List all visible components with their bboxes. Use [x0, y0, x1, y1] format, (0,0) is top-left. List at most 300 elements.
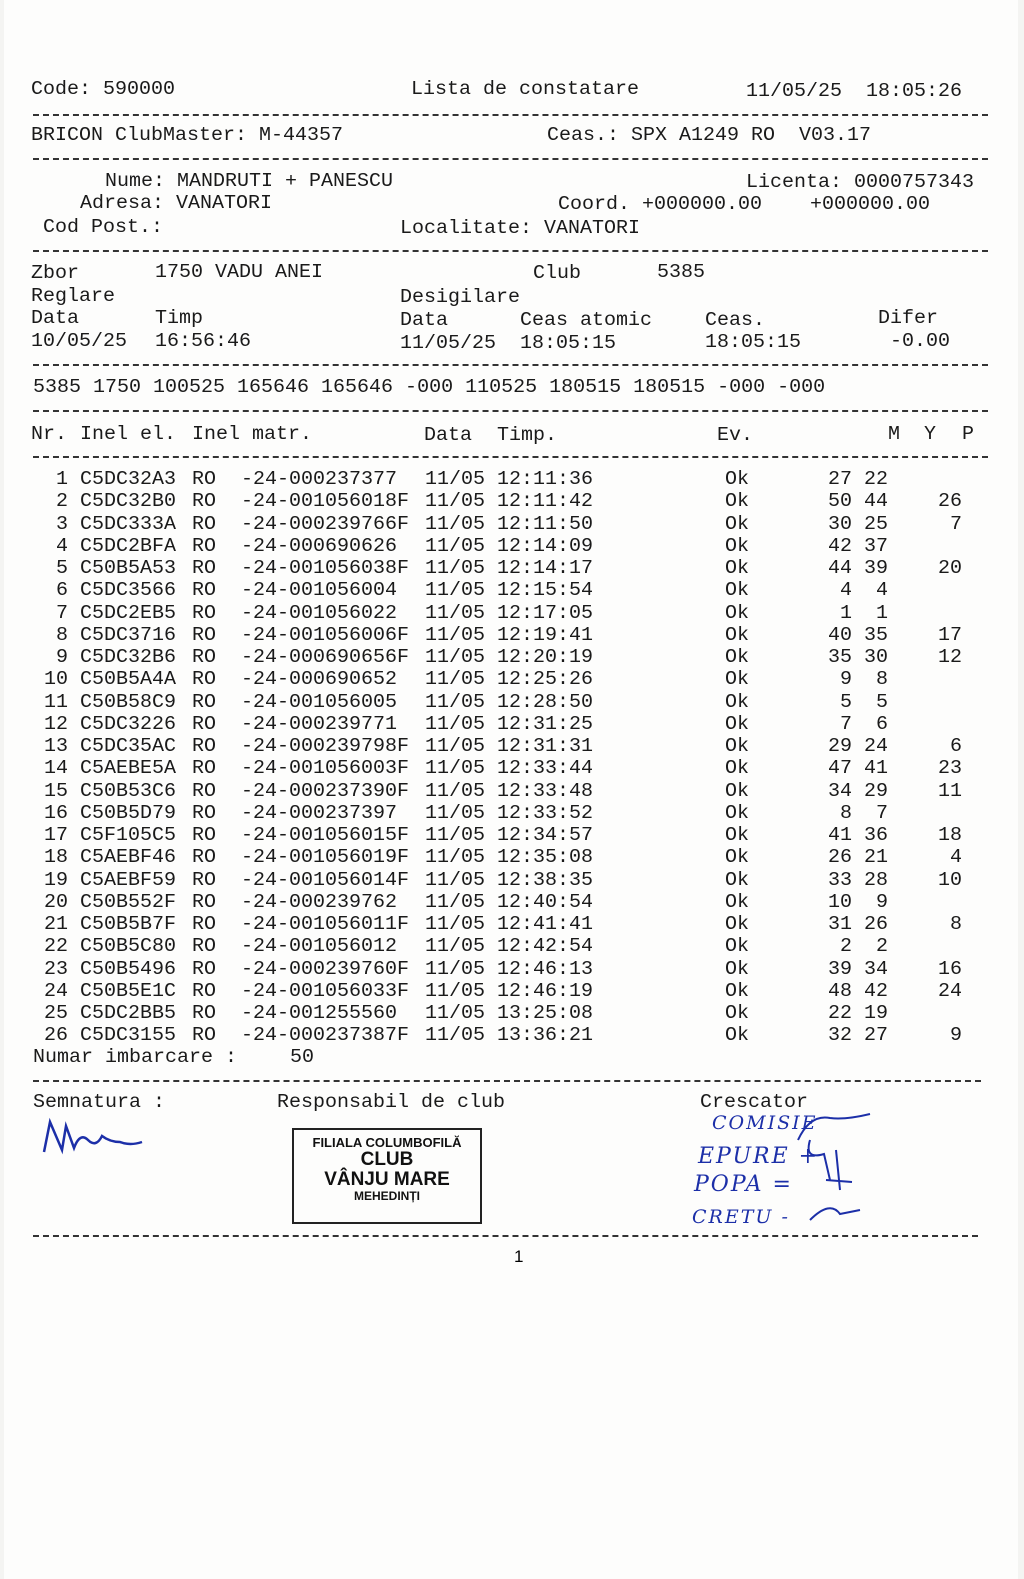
arrival-date: 11/05 [425, 780, 486, 802]
y-value: 25 [863, 513, 888, 535]
row-number: 11 [43, 691, 68, 713]
divider [33, 410, 988, 412]
country: RO [192, 846, 217, 869]
row-number: 23 [43, 958, 68, 980]
arrival-date: 11/05 [425, 535, 486, 558]
row-number: 12 [43, 713, 68, 736]
row-number: 14 [43, 757, 68, 780]
breeder-label: Crescator [700, 1091, 809, 1114]
arrival-time: 12:11:50 [497, 513, 594, 535]
m-value: 1 [839, 602, 852, 624]
arrival-date: 11/05 [425, 624, 486, 647]
p-value: 17 [937, 624, 962, 647]
y-value: 29 [863, 780, 888, 802]
ring-number: -24-001056005 [241, 691, 398, 713]
p-value: 8 [949, 913, 962, 936]
clock-label: Ceas. [705, 309, 766, 332]
ring-number: -24-001056019F [241, 846, 410, 869]
event-status: Ok [725, 535, 750, 558]
m-value: 30 [827, 513, 852, 535]
address: Adresa: VANATORI [80, 192, 273, 215]
col-ev: Ev. [717, 424, 754, 447]
row-number: 6 [55, 579, 68, 602]
divider [33, 1235, 978, 1237]
club-responsible-label: Responsabil de club [277, 1091, 506, 1114]
row-number: 25 [43, 1002, 68, 1025]
arrival-time: 12:42:54 [497, 935, 594, 958]
ring-number: -24-001056004 [241, 579, 398, 602]
col-data: Data [424, 424, 473, 447]
p-value: 11 [937, 780, 962, 802]
country: RO [192, 579, 217, 602]
electronic-ring: C50B552F [80, 891, 177, 914]
m-value: 26 [827, 846, 852, 869]
divider [33, 158, 988, 160]
m-value: 8 [839, 802, 852, 825]
arrival-date: 11/05 [425, 1024, 486, 1047]
y-value: 22 [863, 468, 888, 491]
m-value: 10 [827, 891, 852, 914]
m-value: 31 [827, 913, 852, 936]
arrival-time: 12:31:25 [497, 713, 594, 736]
m-value: 35 [827, 646, 852, 669]
event-status: Ok [725, 602, 750, 624]
electronic-ring: C50B58C9 [80, 691, 177, 713]
y-value: 26 [863, 913, 888, 936]
country: RO [192, 1002, 217, 1025]
row-number: 9 [55, 646, 68, 669]
country: RO [192, 691, 217, 713]
arrival-date: 11/05 [425, 602, 486, 624]
basketing-count-label: Numar imbarcare : [33, 1046, 238, 1069]
event-status: Ok [725, 713, 750, 736]
m-value: 29 [827, 735, 852, 758]
y-value: 1 [875, 602, 888, 624]
m-value: 2 [839, 935, 852, 958]
row-number: 19 [43, 869, 68, 891]
y-value: 2 [875, 935, 888, 958]
event-status: Ok [725, 646, 750, 669]
electronic-ring: C5AEBE5A [80, 757, 177, 780]
arrival-date: 11/05 [425, 735, 486, 758]
event-status: Ok [725, 980, 750, 1003]
m-value: 7 [839, 713, 852, 736]
row-number: 7 [55, 602, 68, 624]
desigilare-label: Desigilare [400, 286, 521, 309]
y-value: 30 [863, 646, 888, 669]
country: RO [192, 713, 217, 736]
arrival-time: 12:25:26 [497, 668, 594, 691]
electronic-ring: C5DC2BB5 [80, 1002, 177, 1025]
electronic-ring: C5AEBF46 [80, 846, 177, 869]
event-status: Ok [725, 824, 750, 847]
row-number: 2 [55, 490, 68, 513]
event-status: Ok [725, 780, 750, 802]
electronic-ring: C50B5A4A [80, 668, 177, 691]
electronic-ring: C50B5496 [80, 958, 177, 980]
row-number: 15 [43, 780, 68, 802]
country: RO [192, 958, 217, 980]
m-value: 41 [827, 824, 852, 847]
electronic-ring: C5DC32B0 [80, 490, 177, 513]
event-status: Ok [725, 802, 750, 825]
handwritten-note: CRETU - [692, 1206, 790, 1228]
p-value: 12 [937, 646, 962, 669]
ring-number: -24-001056014F [241, 869, 410, 891]
divider [33, 250, 988, 252]
data-label: Data [31, 307, 80, 330]
event-status: Ok [725, 624, 750, 647]
arrival-date: 11/05 [425, 691, 486, 713]
electronic-ring: C5DC3155 [80, 1024, 177, 1047]
page-number: 1 [514, 1247, 524, 1266]
electronic-ring: C5DC3566 [80, 579, 177, 602]
electronic-ring: C5DC3226 [80, 713, 177, 736]
event-status: Ok [725, 757, 750, 780]
arrival-date: 11/05 [425, 935, 486, 958]
row-number: 16 [43, 802, 68, 825]
electronic-ring: C5DC3716 [80, 624, 177, 647]
ring-number: -24-000690652 [241, 668, 398, 691]
y-value: 4 [875, 579, 888, 602]
divider [33, 456, 988, 458]
committee-signatures-icon [790, 1110, 880, 1230]
p-value: 9 [949, 1024, 962, 1047]
p-value: 20 [937, 557, 962, 580]
row-number: 24 [43, 980, 68, 1003]
electronic-ring: C5DC35AC [80, 735, 177, 758]
arrival-date: 11/05 [425, 1002, 486, 1025]
y-value: 34 [863, 958, 888, 980]
arrival-date: 11/05 [425, 490, 486, 513]
handwritten-note: POPA = [694, 1172, 793, 1197]
postal-code: Cod Post.: [43, 216, 164, 239]
arrival-date: 11/05 [425, 869, 486, 891]
arrival-date: 11/05 [425, 579, 486, 602]
m-value: 9 [839, 668, 852, 691]
signature-label: Semnatura : [33, 1091, 166, 1114]
print-datetime: 11/05/25 18:05:26 [746, 80, 963, 103]
arrival-date: 11/05 [425, 557, 486, 580]
owner-name: Nume: MANDRUTI + PANESCU [105, 170, 394, 193]
country: RO [192, 557, 217, 580]
electronic-ring: C50B5B7F [80, 913, 177, 936]
club-value: 5385 [657, 261, 706, 284]
arrival-date: 11/05 [425, 713, 486, 736]
event-status: Ok [725, 846, 750, 869]
country: RO [192, 980, 217, 1003]
arrival-date: 11/05 [425, 513, 486, 535]
country: RO [192, 935, 217, 958]
arrival-time: 12:19:41 [497, 624, 594, 647]
arrival-time: 12:40:54 [497, 891, 594, 914]
atomic-clock-label: Ceas atomic [520, 309, 653, 332]
arrival-time: 12:33:52 [497, 802, 594, 825]
electronic-ring: C50B5C80 [80, 935, 177, 958]
difference-value: -0.00 [890, 330, 951, 353]
col-m: M [888, 423, 901, 446]
divider [33, 114, 988, 116]
event-status: Ok [725, 668, 750, 691]
arrival-time: 12:11:36 [497, 468, 594, 491]
arrival-date: 11/05 [425, 891, 486, 914]
col-inel-matr: Inel matr. [192, 423, 313, 446]
flight-label: Zbor [31, 262, 80, 285]
arrival-time: 12:17:05 [497, 602, 594, 624]
signature-icon [40, 1112, 150, 1162]
ring-number: -24-000237387F [241, 1024, 410, 1047]
row-number: 20 [43, 891, 68, 914]
reglare-time: 16:56:46 [155, 330, 252, 353]
ring-number: -24-000237377 [241, 468, 398, 491]
p-value: 16 [937, 958, 962, 980]
electronic-ring: C5AEBF59 [80, 869, 177, 891]
ring-number: -24-000239762 [241, 891, 398, 914]
m-value: 47 [827, 757, 852, 780]
p-value: 4 [949, 846, 962, 869]
country: RO [192, 646, 217, 669]
event-status: Ok [725, 913, 750, 936]
m-value: 33 [827, 869, 852, 891]
p-value: 18 [937, 824, 962, 847]
difference-label: Difer [878, 307, 939, 330]
ring-number: -24-001056022 [241, 602, 398, 624]
y-value: 24 [863, 735, 888, 758]
col-nr: Nr. [31, 423, 68, 446]
y-value: 41 [863, 757, 888, 780]
p-value: 24 [937, 980, 962, 1003]
m-value: 44 [827, 557, 852, 580]
m-value: 48 [827, 980, 852, 1003]
ring-number: -24-000239760F [241, 958, 410, 980]
arrival-time: 12:15:54 [497, 579, 594, 602]
divider [33, 1080, 981, 1082]
coordinates: Coord. +000000.00 +000000.00 [558, 193, 931, 216]
arrival-time: 12:14:09 [497, 535, 594, 558]
arrival-date: 11/05 [425, 802, 486, 825]
m-value: 50 [827, 490, 852, 513]
desigilare-date: 11/05/25 [400, 332, 497, 355]
electronic-ring: C5F105C5 [80, 824, 177, 847]
arrival-date: 11/05 [425, 913, 486, 936]
country: RO [192, 468, 217, 491]
y-value: 8 [875, 668, 888, 691]
m-value: 4 [839, 579, 852, 602]
row-number: 22 [43, 935, 68, 958]
electronic-ring: C50B5E1C [80, 980, 177, 1003]
m-value: 27 [827, 468, 852, 491]
country: RO [192, 757, 217, 780]
p-value: 10 [937, 869, 962, 891]
col-timp: Timp. [497, 424, 558, 447]
event-status: Ok [725, 935, 750, 958]
y-value: 9 [875, 891, 888, 914]
m-value: 42 [827, 535, 852, 558]
arrival-time: 12:35:08 [497, 846, 594, 869]
event-status: Ok [725, 1024, 750, 1047]
ring-number: -24-000239771 [241, 713, 398, 736]
p-value: 26 [937, 490, 962, 513]
arrival-time: 12:20:19 [497, 646, 594, 669]
clock-time: 18:05:15 [705, 331, 802, 354]
m-value: 39 [827, 958, 852, 980]
electronic-ring: C5DC333A [80, 513, 177, 535]
reglare-label: Reglare [31, 285, 116, 308]
country: RO [192, 1024, 217, 1047]
ring-number: -24-001056003F [241, 757, 410, 780]
stamp-line: VÂNJU MARE [324, 1168, 450, 1190]
row-number: 21 [43, 913, 68, 936]
m-value: 34 [827, 780, 852, 802]
y-value: 21 [863, 846, 888, 869]
y-value: 44 [863, 490, 888, 513]
arrival-time: 12:41:41 [497, 913, 594, 936]
row-number: 13 [43, 735, 68, 758]
m-value: 32 [827, 1024, 852, 1047]
p-value: 6 [949, 735, 962, 758]
event-status: Ok [725, 557, 750, 580]
country: RO [192, 735, 217, 758]
electronic-ring: C50B5A53 [80, 557, 177, 580]
country: RO [192, 780, 217, 802]
event-status: Ok [725, 1002, 750, 1025]
club-label: Club [533, 262, 582, 285]
arrival-time: 12:33:44 [497, 757, 594, 780]
data-label-2: Data [400, 309, 449, 332]
row-number: 5 [55, 557, 68, 580]
electronic-ring: C5DC32A3 [80, 468, 177, 491]
ring-number: -24-001056011F [241, 913, 410, 936]
y-value: 5 [875, 691, 888, 713]
stamp-line: MEHEDINȚI [354, 1188, 420, 1203]
ring-number: -24-001056012 [241, 935, 398, 958]
document-title: Lista de constatare [411, 78, 640, 101]
electronic-ring: C5DC2EB5 [80, 602, 177, 624]
arrival-date: 11/05 [425, 757, 486, 780]
row-number: 4 [55, 535, 68, 558]
arrival-time: 12:14:17 [497, 557, 594, 580]
basketing-count-value: 50 [290, 1046, 315, 1069]
y-value: 19 [863, 1002, 888, 1025]
ring-number: -24-000237390F [241, 780, 410, 802]
divider [33, 364, 988, 366]
row-number: 10 [43, 668, 68, 691]
p-value: 7 [949, 513, 962, 535]
event-status: Ok [725, 958, 750, 980]
ring-number: -24-000239798F [241, 735, 410, 758]
event-status: Ok [725, 579, 750, 602]
arrival-date: 11/05 [425, 846, 486, 869]
y-value: 37 [863, 535, 888, 558]
country: RO [192, 824, 217, 847]
country: RO [192, 913, 217, 936]
y-value: 28 [863, 869, 888, 891]
electronic-ring: C50B5D79 [80, 802, 177, 825]
ring-number: -24-001255560 [241, 1002, 398, 1025]
ring-number: -24-001056006F [241, 624, 410, 647]
stamp-line: CLUB [360, 1148, 414, 1170]
ring-number: -24-001056015F [241, 824, 410, 847]
row-number: 18 [43, 846, 68, 869]
col-y: Y [924, 423, 937, 446]
row-number: 1 [55, 468, 68, 491]
ring-number: -24-000239766F [241, 513, 410, 535]
y-value: 36 [863, 824, 888, 847]
m-value: 5 [839, 691, 852, 713]
ring-number: -24-000237397 [241, 802, 398, 825]
row-number: 3 [55, 513, 68, 535]
y-value: 39 [863, 557, 888, 580]
ring-number: -24-000690656F [241, 646, 410, 669]
arrival-time: 12:11:42 [497, 490, 594, 513]
country: RO [192, 490, 217, 513]
arrival-date: 11/05 [425, 824, 486, 847]
arrival-time: 12:33:48 [497, 780, 594, 802]
country: RO [192, 891, 217, 914]
event-status: Ok [725, 490, 750, 513]
arrival-time: 12:28:50 [497, 691, 594, 713]
col-p: P [962, 423, 975, 446]
electronic-ring: C5DC2BFA [80, 535, 177, 558]
m-value: 22 [827, 1002, 852, 1025]
clock-info: Ceas.: SPX A1249 RO V03.17 [547, 124, 872, 147]
arrival-date: 11/05 [425, 646, 486, 669]
arrival-time: 12:34:57 [497, 824, 594, 847]
row-number: 26 [43, 1024, 68, 1047]
event-status: Ok [725, 468, 750, 491]
country: RO [192, 602, 217, 624]
row-number: 17 [43, 824, 68, 847]
y-value: 27 [863, 1024, 888, 1047]
p-value: 23 [937, 757, 962, 780]
event-status: Ok [725, 735, 750, 758]
arrival-date: 11/05 [425, 980, 486, 1003]
country: RO [192, 869, 217, 891]
timp-label: Timp [155, 307, 204, 330]
arrival-time: 13:25:08 [497, 1002, 594, 1025]
country: RO [192, 513, 217, 535]
country: RO [192, 802, 217, 825]
handwritten-note: EPURE + [698, 1144, 820, 1169]
electronic-ring: C5DC32B6 [80, 646, 177, 669]
arrival-date: 11/05 [425, 958, 486, 980]
arrival-date: 11/05 [425, 668, 486, 691]
y-value: 42 [863, 980, 888, 1003]
country: RO [192, 535, 217, 558]
arrival-time: 12:46:13 [497, 958, 594, 980]
arrival-time: 13:36:21 [497, 1024, 594, 1047]
y-value: 35 [863, 624, 888, 647]
ring-number: -24-000690626 [241, 535, 398, 558]
arrival-time: 12:31:31 [497, 735, 594, 758]
y-value: 7 [875, 802, 888, 825]
clubmaster: BRICON ClubMaster: M-44357 [31, 124, 344, 147]
country: RO [192, 624, 217, 647]
row-number: 8 [55, 624, 68, 647]
reglare-date: 10/05/25 [31, 330, 128, 353]
locality: Localitate: VANATORI [400, 217, 641, 240]
club-stamp [292, 1128, 482, 1224]
licence: Licenta: 0000757343 [746, 171, 975, 194]
event-status: Ok [725, 869, 750, 891]
event-status: Ok [725, 691, 750, 713]
ring-number: -24-001056018F [241, 490, 410, 513]
arrival-time: 12:46:19 [497, 980, 594, 1003]
country: RO [192, 668, 217, 691]
code: Code: 590000 [31, 78, 176, 101]
ring-number: -24-001056033F [241, 980, 410, 1003]
stamp-line: FILIALA COLUMBOFILĂ [312, 1135, 462, 1150]
